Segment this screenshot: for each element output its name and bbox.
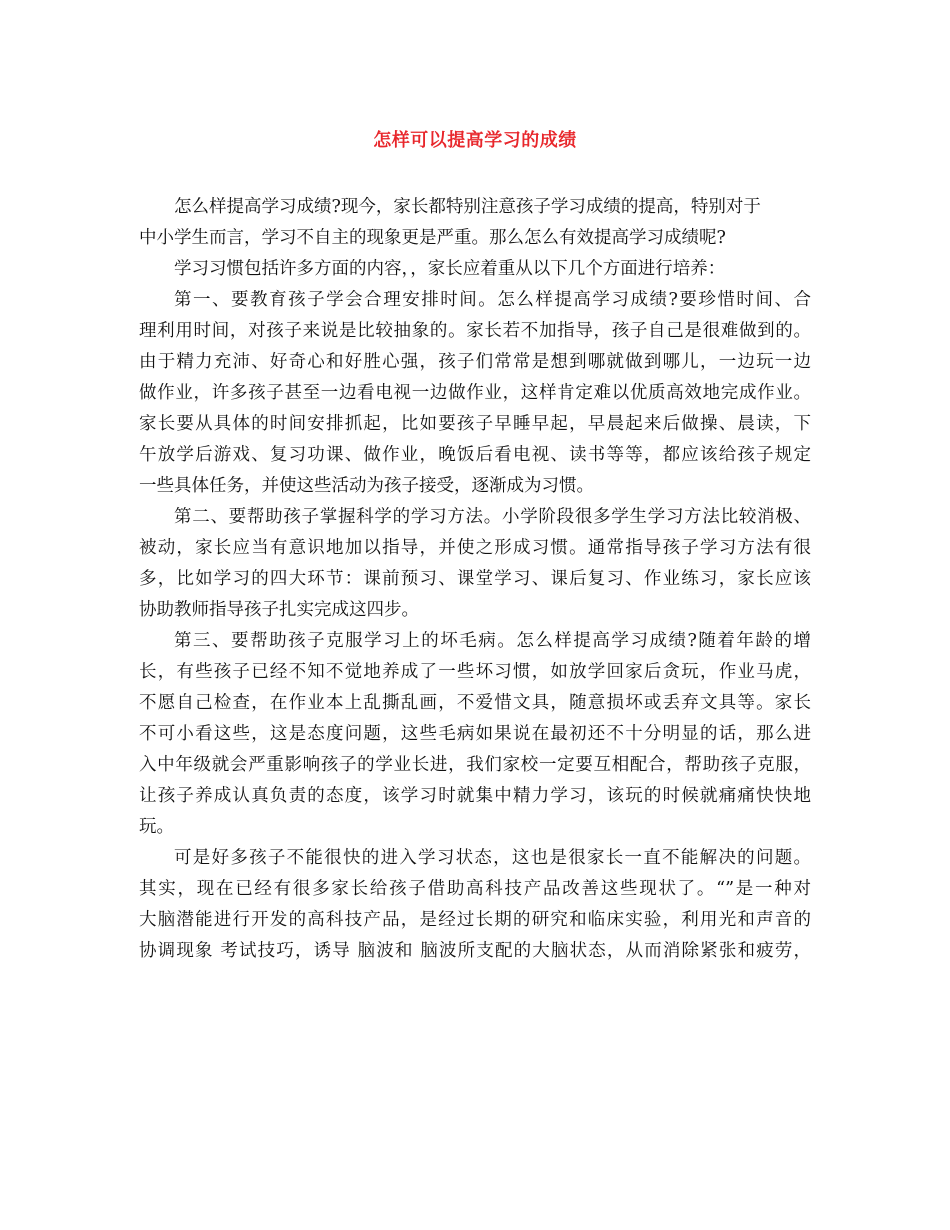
text-line: 玩。 — [139, 817, 174, 837]
text-line: 学习习惯包括许多方面的内容，，家长应着重从以下几个方面进行培养： — [174, 259, 726, 279]
text-line: 午放学后游戏、复习功课、做作业，晚饭后看电视、读书等等，都应该给孩子规定 — [139, 445, 811, 465]
text-line: 第二、要帮助孩子掌握科学的学习方法。小学阶段很多学生学习方法比较消极、 — [174, 507, 811, 527]
document-body — [139, 192, 811, 967]
text-line: 让孩子养成认真负责的态度，该学习时就集中精力学习，该玩的时候就痛痛快快地 — [139, 786, 811, 806]
text-line: 做作业，许多孩子甚至一边看电视一边做作业，这样肯定难以优质高效地完成作业。 — [139, 383, 811, 403]
text-line: 不愿自己检查，在作业本上乱撕乱画，不爱惜文具，随意损坏或丢弃文具等。家长 — [139, 693, 811, 713]
text-line: 由于精力充沛、好奇心和好胜心强，孩子们常常是想到哪就做到哪儿，一边玩一边 — [139, 352, 811, 372]
text-line: 多，比如学习的四大环节：课前预习、课堂学习、课后复习、作业练习，家长应该 — [139, 569, 811, 589]
text-line: 怎么样提高学习成绩?现今，家长都特别注意孩子学习成绩的提高，特别对于 — [174, 197, 761, 217]
text-line: 第一、要教育孩子学会合理安排时间。怎么样提高学习成绩?要珍惜时间、合 — [174, 290, 811, 310]
document-title: 怎样可以提高学习的成绩 — [373, 130, 577, 151]
text-line: 长，有些孩子已经不知不觉地养成了一些坏习惯，如放学回家后贪玩，作业马虎， — [139, 662, 811, 682]
text-line: 理利用时间，对孩子来说是比较抽象的。家长若不加指导，孩子自己是很难做到的。 — [139, 321, 811, 341]
text-line: 协助教师指导孩子扎实完成这四步。 — [139, 600, 419, 620]
text-line: 可是好多孩子不能很快的进入学习状态，这也是很家长一直不能解决的问题。 — [174, 848, 811, 868]
text-line: 大脑潜能进行开发的高科技产品，是经过长期的研究和临床实验，利用光和声音的 — [139, 910, 811, 930]
text-line: 不可小看这些，这是态度问题，这些毛病如果说在最初还不十分明显的话，那么进 — [139, 724, 811, 744]
text-line: 第三、要帮助孩子克服学习上的坏毛病。怎么样提高学习成绩?随着年龄的增 — [174, 631, 811, 651]
text-line: 其实，现在已经有很多家长给孩子借助高科技产品改善这些现状了。“”是一种对 — [139, 879, 811, 899]
text-line: 被动，家长应当有意识地加以指导，并使之形成习惯。通常指导孩子学习方法有很 — [139, 538, 811, 558]
text-line: 一些具体任务，并使这些活动为孩子接受，逐渐成为习惯。 — [139, 476, 594, 496]
text-line: 家长要从具体的时间安排抓起，比如要孩子早睡早起，早晨起来后做操、晨读，下 — [139, 414, 811, 434]
text-line: 入中年级就会严重影响孩子的学业长进，我们家校一定要互相配合，帮助孩子克服， — [139, 755, 811, 775]
text-line: 协调现象 考试技巧，诱导 脑波和 脑波所支配的大脑状态，从而消除紧张和疲劳， — [139, 941, 811, 961]
text-line: 中小学生而言，学习不自主的现象更是严重。那么怎么有效提高学习成绩呢? — [139, 228, 726, 248]
